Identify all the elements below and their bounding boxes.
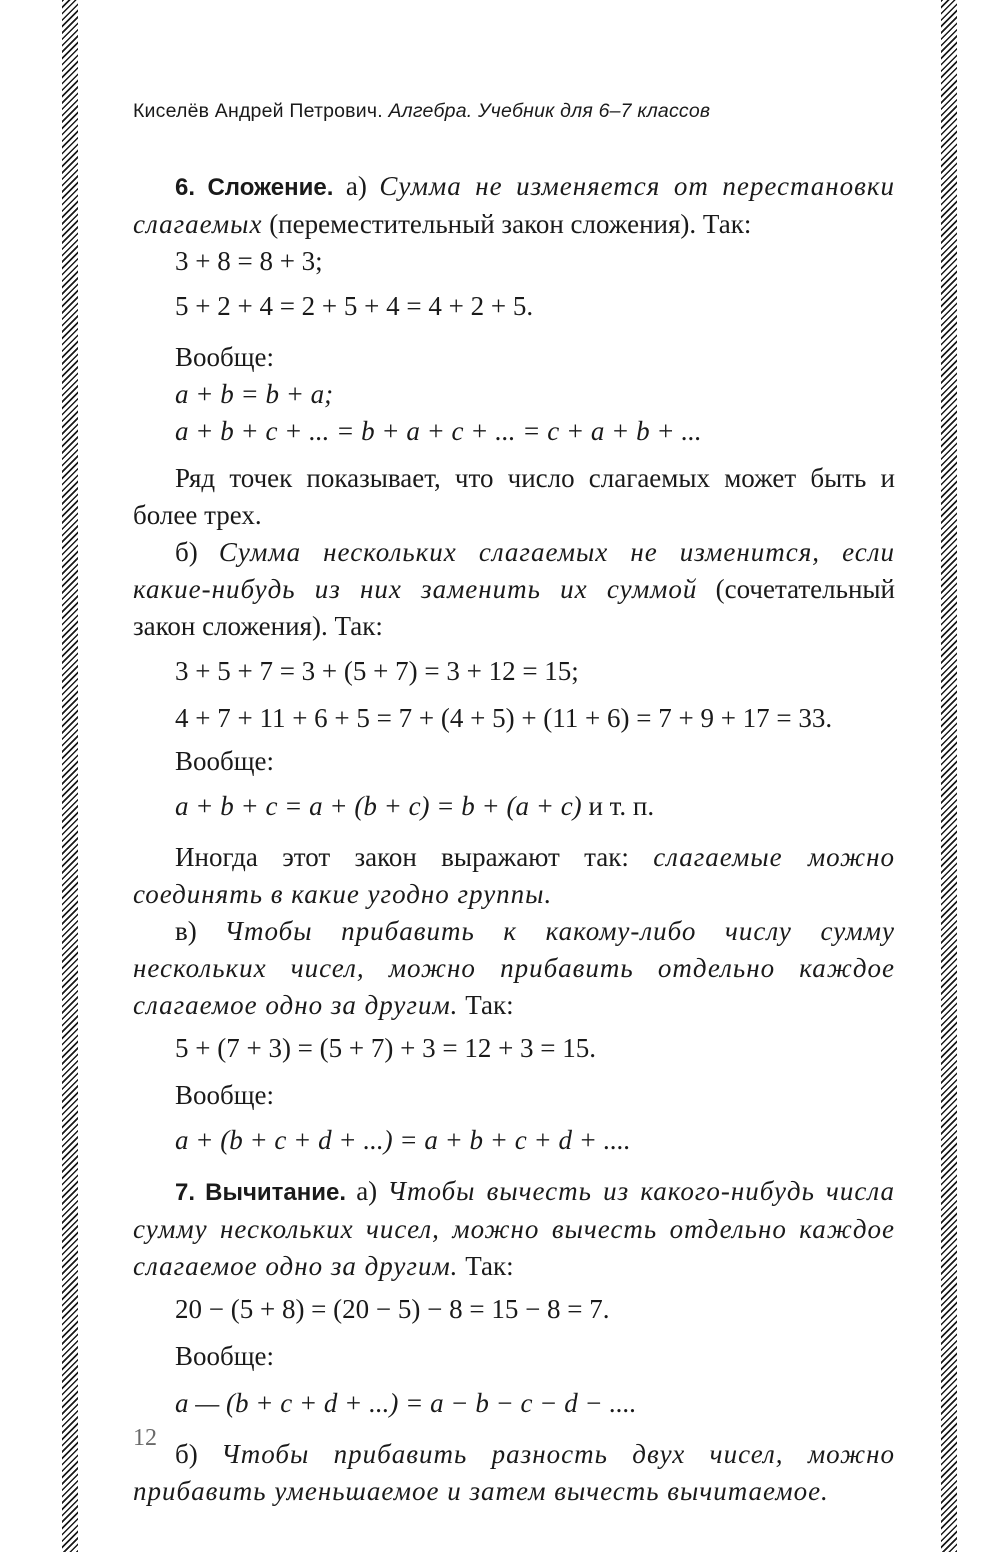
generally-label: Вообще: bbox=[175, 342, 275, 372]
section-6-heading: 6. Сложение. bbox=[175, 174, 334, 201]
item-marker: а) bbox=[345, 171, 367, 201]
paragraph-text: Так: bbox=[465, 990, 514, 1020]
paragraph-text: Так: bbox=[465, 1251, 514, 1281]
decorative-border-left bbox=[62, 0, 78, 1552]
generally-label: Вообще: bbox=[175, 746, 275, 776]
section-7-heading: 7. Вычитание. bbox=[175, 1179, 346, 1206]
formula-italic: a + b = b + a; bbox=[175, 379, 334, 409]
section-7-intro bbox=[133, 1173, 895, 1285]
formula: 3 + 5 + 7 = 3 + (5 + 7) = 3 + 12 = 15; bbox=[175, 656, 579, 686]
rule-add-sum: Чтобы прибавить к какому-либо числу сумму нескольких чисел, можно прибавить отдельно каждое слагаемое одно за другим. bbox=[133, 916, 896, 1020]
rule-grouping: слагаемые можно соединять в какие угодно группы. bbox=[133, 842, 896, 909]
header-author: Киселёв Андрей Петрович. bbox=[133, 100, 383, 122]
formula: 20 − (5 + 8) = (20 − 5) − 8 = 15 − 8 = 7. bbox=[175, 1294, 610, 1324]
formula-italic: a + b + c = a + (b + c) = b + (a + c) bbox=[175, 791, 582, 821]
section-6-sometimes bbox=[133, 839, 895, 913]
item-marker: б) bbox=[175, 537, 198, 567]
item-marker: б) bbox=[175, 1439, 198, 1469]
paragraph-dots-note: Ряд точек показывает, что число слагаемых может быть и более трех. bbox=[133, 463, 895, 530]
formula: 5 + 2 + 4 = 2 + 5 + 4 = 4 + 2 + 5. bbox=[175, 291, 534, 321]
formula bbox=[133, 413, 895, 450]
item-marker: в) bbox=[175, 916, 197, 946]
formula-italic: a + b + c + ... = b + a + c + ... = c + a + b + ... bbox=[175, 416, 702, 446]
paragraph-text: (сочетательный закон сложения). Так: bbox=[133, 574, 895, 641]
generally-label: Вообще: bbox=[175, 1080, 275, 1110]
formula bbox=[133, 788, 895, 825]
formula bbox=[133, 1122, 895, 1159]
generally-label: Вообще: bbox=[175, 1341, 275, 1371]
formula-tail: и т. п. bbox=[588, 791, 655, 821]
header-title: Алгебра. Учебник для 6–7 классов bbox=[388, 100, 711, 122]
paragraph-text: (переместительный закон сложения). Так: bbox=[269, 209, 752, 239]
section-6-intro bbox=[133, 168, 895, 243]
rule-commutative: Сумма не изменяется от перестановки слагаемых bbox=[133, 171, 896, 239]
decorative-border-right bbox=[941, 0, 957, 1552]
page-number: 12 bbox=[133, 1425, 157, 1451]
formula-italic: a — (b + c + d + ...) = a − b − c − d − .... bbox=[175, 1388, 637, 1418]
page-body bbox=[133, 168, 895, 1510]
item-marker: а) bbox=[356, 1176, 378, 1206]
running-header bbox=[133, 100, 923, 123]
formula: 3 + 8 = 8 + 3; bbox=[175, 246, 323, 276]
formula: 4 + 7 + 11 + 6 + 5 = 7 + (4 + 5) + (11 + 6) = 7 + 9 + 17 = 33. bbox=[175, 703, 833, 733]
formula bbox=[133, 376, 895, 413]
formula bbox=[133, 1385, 895, 1422]
section-7b bbox=[133, 1436, 895, 1510]
paragraph-text: Иногда этот закон выражают так: bbox=[175, 842, 629, 872]
section-6c bbox=[133, 913, 895, 1024]
formula-italic: a + (b + c + d + ...) = a + b + c + d + .... bbox=[175, 1125, 631, 1155]
rule-associative: Сумма нескольких слагаемых не изменится, если какие-нибудь из них заменить их суммой bbox=[133, 537, 896, 604]
rule-subtract-sum: Чтобы вычесть из какого-нибудь числа сумму нескольких чисел, можно вычесть отдельно каждое слагаемое одно за другим. bbox=[133, 1176, 896, 1281]
rule-add-difference: Чтобы прибавить разность двух чисел, можно прибавить уменьшаемое и затем вычесть вычитаемое. bbox=[133, 1439, 896, 1506]
section-6b bbox=[133, 534, 895, 645]
formula: 5 + (7 + 3) = (5 + 7) + 3 = 12 + 3 = 15. bbox=[175, 1033, 597, 1063]
